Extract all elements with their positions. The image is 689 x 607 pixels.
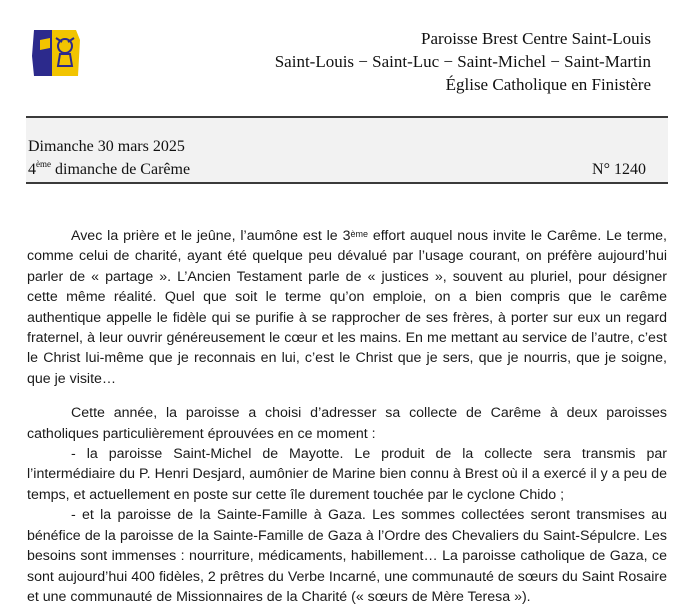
paragraph-mayotte: - la paroisse Saint-Michel de Mayotte. Le produit de la collecte sera transmis par l’intermédiaire du P. Henri Desjard, aumônier de Marine bien connu à Brest où il a exercé il y a peu de temps, et actuellement en poste sur cette île durement touchée par le cyclone Chido ; <box>27 446 667 503</box>
paragraph-collection: Cette année, la paroisse a choisi d’adresser sa collecte de Carême à deux paroisses catholiques particulièrement éprouvées en ce moment : <box>27 405 667 442</box>
article-body <box>27 226 667 607</box>
parish-churches: Saint-Louis − Saint-Luc − Saint-Michel − Saint-Martin <box>274 52 651 71</box>
bulletin-number: N° 1240 <box>592 161 646 178</box>
parish-logo <box>32 26 82 80</box>
liturgical-sunday <box>28 161 190 179</box>
sunday-label: dimanche de Carême <box>51 161 191 178</box>
sunday-number: 4 <box>28 161 36 178</box>
band-top-rule <box>26 116 668 118</box>
paragraph-almsgiving: Avec la prière et le jeûne, l’aumône est le 3ème effort auquel nous invite le Carême. Le terme, comme celui de charité, ayant été quelque peu dévalué par l’usage courant, on préfère aujourd’hui parler de « partage ». L’Ancien Testament parle de « justices », souvent au pluriel, pour désigner cette même réalité. Quel que soit le terme qu’on emploie, on a bien compris que le carême authentique appelle le fidèle qui se purifie à se rapprocher de ses frères, à porter sur eux un regard fraternel, à leur ouvrir généreusement le cœur et les mains. En me mettant au service de l’autre, c’est le Christ lui-même que je reconnais en lui, c’est le Christ que je sers, que je nourris, que je soigne, que je visite… <box>27 228 667 387</box>
diocese-line: Église Catholique en Finistère <box>445 75 651 94</box>
band-bottom-rule <box>26 182 668 184</box>
paragraph-gaza: - et la paroisse de la Sainte-Famille à Gaza. Les sommes collectées seront transmises au bénéfice de la paroisse de la Sainte-Famille de Gaza à l’Ordre des Chevaliers du Saint-Sépulcre. Les besoins sont immenses : nourriture, médicaments, habillement… La paroisse catholique de Gaza, ce sont aujourd’hui 400 fidèles, 2 prêtres du Verbe Incarné, une communauté de sœurs du Saint Rosaire et une communauté de Missionnaires de la Charité (« sœurs de Mère Teresa »). <box>27 507 667 605</box>
sunday-superscript: ème <box>36 159 51 169</box>
bulletin-date: Dimanche 30 mars 2025 <box>28 138 185 155</box>
parish-name: Paroisse Brest Centre Saint-Louis <box>421 29 651 48</box>
bulletin-band <box>26 116 668 184</box>
